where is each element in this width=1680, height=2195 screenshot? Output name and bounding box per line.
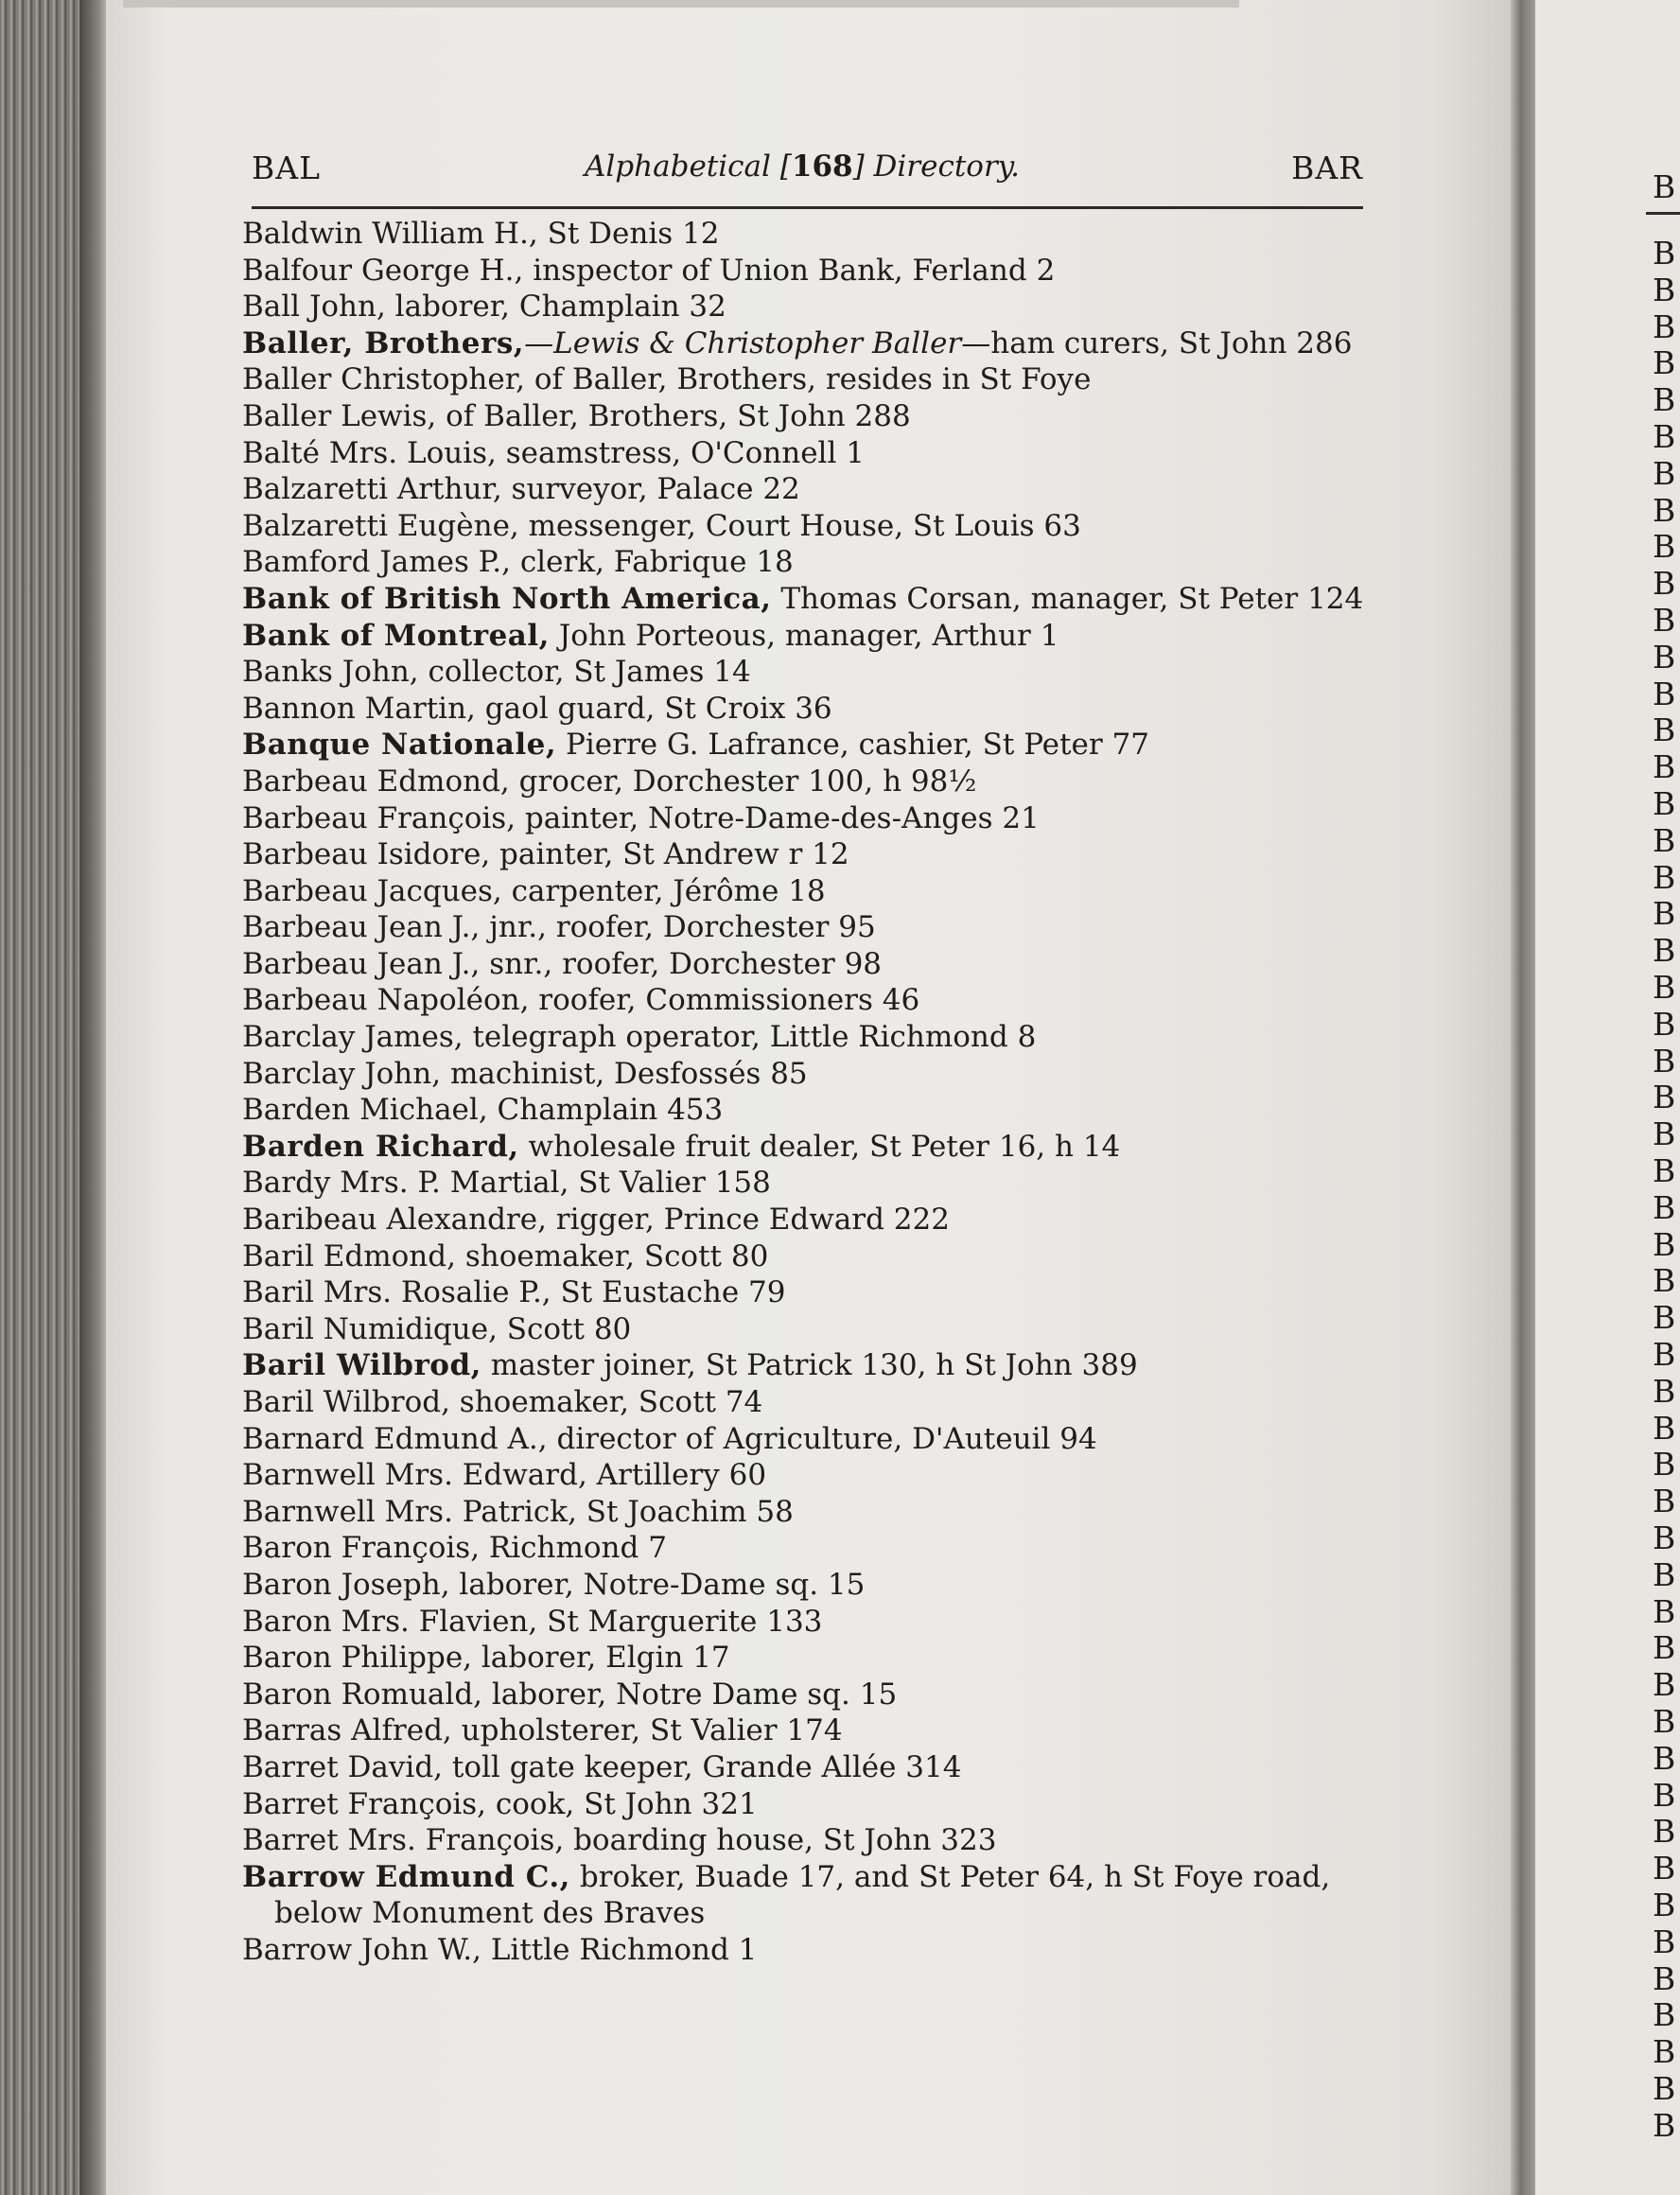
entry-details: master joiner, St Patrick 130, h St John 389 — [481, 1348, 1138, 1383]
facing-page-letter: B — [1653, 675, 1676, 712]
entry-name: Baron Philippe, — [242, 1641, 473, 1676]
entry-details: toll gate keeper, Grande Allée 314 — [443, 1749, 962, 1784]
entry-name: Barclay James, — [242, 1020, 464, 1055]
entry-name: Barbeau François, — [242, 800, 516, 835]
entry-details: carpenter, Jérôme 18 — [501, 873, 826, 908]
entry-details: messenger, Court House, St Louis 63 — [518, 508, 1081, 543]
entry-details: Pierre G. Lafrance, cashier, St Peter 77 — [556, 728, 1149, 763]
entry-details: shoemaker, Scott 80 — [455, 1238, 769, 1273]
entry-name: Baller Christopher, — [242, 362, 525, 397]
facing-page-letter: B — [1653, 1739, 1676, 1777]
directory-entry — [242, 1384, 1377, 1421]
entry-name: Balté Mrs. Louis, — [242, 435, 497, 470]
facing-page-letter: B — [1653, 1592, 1676, 1630]
entry-name: Balfour George H., — [242, 253, 524, 288]
entry-name: Baron François, — [242, 1531, 481, 1566]
facing-page-letter: B — [1653, 235, 1676, 272]
entry-name: Baril Mrs. Rosalie P., — [242, 1275, 551, 1310]
facing-page-letter: B — [1653, 1629, 1676, 1667]
facing-page-letter: B — [1653, 454, 1676, 492]
entry-details: Artillery 60 — [586, 1458, 767, 1493]
directory-entry — [242, 1494, 1377, 1531]
facing-page-letter: B — [1653, 748, 1676, 786]
directory-entry — [242, 691, 1377, 728]
facing-page-letter: B — [1653, 821, 1676, 859]
entry-name: Barbeau Jean J., — [242, 910, 481, 945]
entry-details: upholsterer, St Valier 174 — [451, 1713, 843, 1748]
entry-details: shoemaker, Scott 74 — [449, 1385, 763, 1419]
entry-name: Barbeau Edmond, — [242, 764, 510, 799]
facing-page-letter: B — [1653, 1409, 1676, 1447]
page-number: 168 — [791, 149, 853, 184]
directory-entry — [242, 471, 1377, 508]
book-gutter — [1511, 0, 1535, 2195]
entry-name: Baril Numidique, — [242, 1311, 498, 1346]
entry-details: seamstress, O'Connell 1 — [496, 435, 865, 470]
directory-entry — [242, 508, 1377, 545]
facing-page-letter: B — [1653, 1262, 1676, 1300]
entry-details: boarding house, St John 323 — [564, 1823, 997, 1858]
facing-page-letter: B — [1653, 1959, 1676, 1997]
facing-page-letter: B — [1653, 1372, 1676, 1410]
entry-name: Ball John, — [242, 290, 386, 325]
facing-page-letter: B — [1653, 1555, 1676, 1593]
entry-details: wholesale fruit dealer, St Peter 16, h 14 — [518, 1129, 1121, 1164]
entry-details: Champlain 453 — [487, 1093, 724, 1128]
entry-details: John Porteous, manager, Arthur 1 — [549, 618, 1059, 653]
facing-page-letter: B — [1653, 381, 1676, 419]
entry-details: telegraph operator, Little Richmond 8 — [463, 1020, 1037, 1055]
entry-details: inspector of Union Bank, Ferland 2 — [523, 253, 1056, 288]
directory-entry — [242, 1347, 1377, 1384]
entry-details: machinist, Desfossés 85 — [441, 1056, 808, 1091]
facing-page-letter: B — [1653, 932, 1676, 970]
header-right-guide: BAR — [1291, 149, 1363, 186]
facing-page-letter: B — [1653, 858, 1676, 896]
facing-page-letter: B — [1653, 1079, 1676, 1116]
directory-entry — [242, 1640, 1377, 1677]
entry-details: laborer, Elgin 17 — [472, 1641, 730, 1676]
entry-name: Balzaretti Arthur, — [242, 472, 502, 507]
directory-entry — [242, 1092, 1377, 1129]
facing-page-letter: B — [1653, 1996, 1676, 2034]
entry-name: Baron Romuald, — [242, 1677, 483, 1712]
facing-page-letter: B — [1653, 602, 1676, 639]
entry-details: gaol guard, St Croix 36 — [475, 691, 832, 726]
directory-entry — [242, 289, 1377, 325]
facing-page-letter: B — [1653, 1887, 1676, 1923]
directory-entry — [242, 325, 1377, 362]
directory-entry — [242, 800, 1377, 837]
entry-name: Banks John, — [242, 655, 419, 690]
header-title — [585, 149, 1020, 184]
entry-details: surveyor, Palace 22 — [501, 472, 800, 507]
entry-details: jnr., roofer, Dorchester 95 — [480, 910, 876, 945]
directory-entry — [242, 1019, 1377, 1056]
entry-name: Bannon Martin, — [242, 691, 476, 726]
directory-entry — [242, 1712, 1377, 1749]
directory-entry — [242, 1932, 1377, 1969]
directory-entry — [242, 1202, 1377, 1238]
facing-page-letter: B — [1653, 344, 1676, 382]
facing-page-letter: B — [1653, 785, 1676, 822]
directory-entry — [242, 946, 1377, 983]
facing-page-letter: B — [1653, 1042, 1676, 1080]
entry-name: Bamford James P., — [242, 545, 512, 580]
directory-entry — [242, 1421, 1377, 1458]
directory-entry — [242, 764, 1377, 800]
directory-entry — [242, 1457, 1377, 1494]
entry-details: cook, St John 321 — [486, 1786, 758, 1821]
directory-entry — [242, 216, 1377, 253]
facing-page-letter: B — [1653, 1666, 1676, 1704]
directory-entries — [242, 216, 1377, 1969]
facing-page-letter: B — [1653, 895, 1676, 933]
entry-name: Baron Mrs. Flavien, — [242, 1604, 538, 1639]
entry-name: Bank of Montreal, — [242, 618, 550, 653]
header-left-guide: BAL — [252, 149, 321, 186]
directory-entry — [242, 1786, 1377, 1823]
facing-page-letter: B — [1653, 307, 1676, 345]
entry-name: Baller Lewis, — [242, 398, 437, 433]
directory-entry — [242, 398, 1377, 435]
facing-page-letter: B — [1653, 1188, 1676, 1226]
entry-name: Barbeau Jacques, — [242, 873, 502, 908]
entry-name: Banque Nationale, — [242, 728, 557, 763]
directory-entry — [242, 581, 1377, 618]
entry-name: Baril Edmond, — [242, 1238, 456, 1273]
directory-entry — [242, 836, 1377, 873]
entry-name: Baribeau Alexandre, — [242, 1203, 547, 1238]
entry-details: Richmond 7 — [480, 1531, 667, 1566]
facing-page-letter: B — [1653, 1813, 1676, 1851]
entry-name: Barden Michael, — [242, 1093, 488, 1128]
directory-entry — [242, 1859, 1377, 1932]
facing-page-letter: B — [1653, 2070, 1676, 2107]
entry-name: Barret François, — [242, 1786, 487, 1821]
entry-details: of Baller, Brothers, St John 288 — [436, 398, 911, 433]
header-title-pre: Alphabetical [ — [585, 149, 792, 184]
entry-details: roofer, Commissioners 46 — [529, 983, 920, 1018]
entry-name: Baril Wilbrod, — [242, 1348, 481, 1383]
directory-entry — [242, 361, 1377, 398]
directory-entry — [242, 435, 1377, 472]
entry-details: St Valier 158 — [569, 1166, 771, 1201]
entry-details: laborer, Notre-Dame sq. 15 — [449, 1567, 866, 1602]
entry-details: collector, St James 14 — [418, 655, 751, 690]
header-rule — [252, 206, 1363, 209]
entry-name: Bank of British North America, — [242, 581, 772, 616]
entry-name: Barbeau Isidore, — [242, 837, 491, 872]
header-title-post: ] Directory. — [852, 149, 1021, 184]
running-header — [252, 149, 1363, 191]
facing-page-letter: B — [1653, 1923, 1676, 1960]
entry-name: Baron Joseph, — [242, 1567, 450, 1602]
facing-page-letter: B — [1653, 418, 1676, 455]
entry-details: clerk, Fabrique 18 — [511, 545, 794, 580]
entry-details: painter, St Andrew r 12 — [490, 837, 849, 872]
entry-details: laborer, Champlain 32 — [385, 290, 726, 325]
facing-page-letter: B — [1653, 1225, 1676, 1263]
entry-details: Thomas Corsan, manager, St Peter 124 — [771, 581, 1364, 616]
entry-name: Barrow John W., — [242, 1932, 481, 1967]
facing-page-letter: B — [1653, 271, 1676, 308]
directory-entry — [242, 1238, 1377, 1275]
directory-entry — [242, 544, 1377, 581]
facing-page-letter: B — [1653, 711, 1676, 749]
entry-name: Barnwell Mrs. Edward, — [242, 1458, 587, 1493]
entry-details: director of Agriculture, D'Auteuil 94 — [547, 1421, 1097, 1456]
entry-name: Barret David, — [242, 1749, 444, 1784]
directory-entry — [242, 982, 1377, 1019]
facing-page-letter: B — [1653, 1005, 1676, 1043]
entry-details: painter, Notre-Dame-des-Anges 21 — [516, 800, 1040, 835]
directory-entry — [242, 253, 1377, 290]
entry-name: Barnwell Mrs. Patrick, — [242, 1494, 577, 1529]
directory-entry — [242, 1530, 1377, 1567]
directory-entry — [242, 618, 1377, 655]
entry-name: Barras Alfred, — [242, 1713, 452, 1748]
entry-name: Balzaretti Eugène, — [242, 508, 519, 543]
entry-details: of Baller, Brothers, resides in St Foye — [524, 362, 1092, 397]
directory-entry — [242, 1311, 1377, 1348]
entry-details: St Joachim 58 — [576, 1494, 794, 1529]
facing-page-letter: B — [1653, 1850, 1676, 1888]
page-top-edge — [123, 0, 1239, 8]
entry-details: broker, Buade 17, and St Peter 64, h St Foye road, below Monument des Braves — [274, 1859, 1331, 1931]
directory-entry — [242, 1056, 1377, 1093]
entry-details: rigger, Prince Edward 222 — [546, 1203, 950, 1238]
facing-page-letter: B — [1653, 565, 1676, 603]
directory-entry — [242, 1567, 1377, 1604]
facing-page-letter: B — [1653, 1703, 1676, 1740]
facing-page-letter: B — [1653, 1152, 1676, 1189]
directory-entry — [242, 1274, 1377, 1311]
directory-entry — [242, 1749, 1377, 1786]
entry-name: Barclay John, — [242, 1056, 442, 1091]
facing-page-letter: B — [1653, 2106, 1676, 2144]
facing-page-header-rule — [1646, 212, 1680, 215]
facing-page-letter: B — [1653, 1299, 1676, 1337]
entry-details: laborer, Notre Dame sq. 15 — [482, 1677, 898, 1712]
entry-name: Barret Mrs. François, — [242, 1823, 565, 1858]
directory-entry — [242, 1129, 1377, 1166]
directory-entry — [242, 654, 1377, 691]
entry-details: St Marguerite 133 — [537, 1604, 823, 1639]
entry-name: Barden Richard, — [242, 1129, 519, 1164]
directory-entry — [242, 1822, 1377, 1859]
entry-details: Little Richmond 1 — [481, 1932, 758, 1967]
entry-details: grocer, Dorchester 100, h 98½ — [509, 764, 977, 799]
entry-details: ham curers, St John 286 — [990, 325, 1353, 360]
directory-entry — [242, 1677, 1377, 1713]
directory-entry — [242, 1165, 1377, 1202]
entry-details: Scott 80 — [497, 1311, 632, 1346]
facing-page-letter: B — [1653, 491, 1676, 529]
entry-name: Barrow Edmund C., — [242, 1859, 570, 1894]
entry-name: Bardy Mrs. P. Martial, — [242, 1166, 569, 1201]
facing-page-letter: B — [1653, 168, 1676, 205]
entry-name: Baller, Brothers, — [242, 325, 525, 360]
directory-entry — [242, 873, 1377, 910]
entry-name: Baldwin William H., — [242, 217, 538, 251]
facing-page-letter: B — [1653, 1519, 1676, 1556]
entry-name: Barbeau Napoléon, — [242, 983, 530, 1018]
directory-entry — [242, 727, 1377, 764]
entry-partners: —Lewis & Christopher Baller— — [524, 325, 991, 360]
facing-page-letter: B — [1653, 1336, 1676, 1373]
directory-entry — [242, 1604, 1377, 1641]
facing-page-letter: B — [1653, 1446, 1676, 1484]
entry-details: snr., roofer, Dorchester 98 — [480, 946, 883, 981]
facing-page-letter: B — [1653, 638, 1676, 676]
entry-details: St Denis 12 — [537, 217, 720, 251]
entry-name: Barbeau Jean J., — [242, 946, 481, 981]
facing-page-letter: B — [1653, 969, 1676, 1006]
entry-name: Baril Wilbrod, — [242, 1385, 450, 1419]
facing-page-letter: B — [1653, 1115, 1676, 1153]
facing-page-letter: B — [1653, 1483, 1676, 1520]
facing-page-letter: B — [1653, 1776, 1676, 1814]
entry-details: St Eustache 79 — [551, 1275, 786, 1310]
entry-name: Barnard Edmund A., — [242, 1421, 548, 1456]
facing-page-letter: B — [1653, 2033, 1676, 2071]
directory-entry — [242, 909, 1377, 946]
facing-page-letter: B — [1653, 528, 1676, 566]
